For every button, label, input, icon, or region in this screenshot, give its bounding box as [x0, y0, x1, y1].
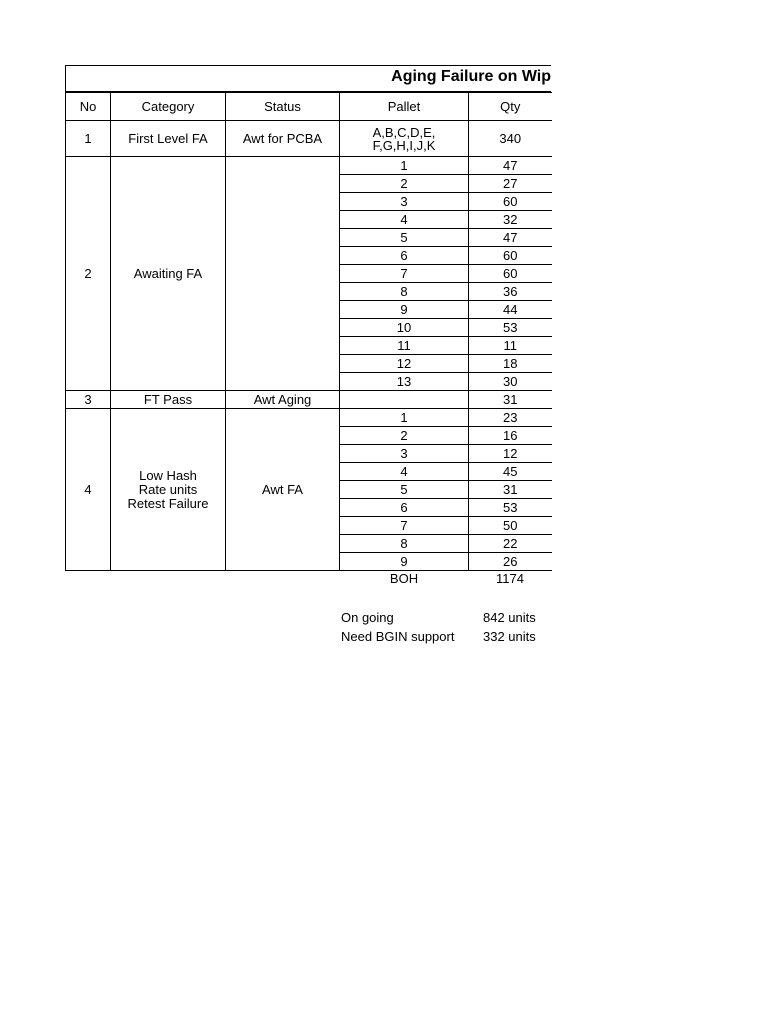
summary-label: Need BGIN support [341, 629, 455, 644]
cell-pallet: 8 [340, 283, 469, 301]
summary-row-ongoing [341, 610, 561, 629]
cell-qty: 60 [469, 193, 552, 211]
cell-status: Awt for PCBA [226, 121, 340, 157]
cell-status: Awt FA [226, 409, 340, 571]
cell-pallet: 5 [340, 229, 469, 247]
cell-pallet: 6 [340, 247, 469, 265]
cell-no: 4 [66, 409, 111, 571]
empty-cell [226, 571, 340, 588]
summary-row-bgin [341, 629, 561, 648]
summary-label: On going [341, 610, 394, 625]
cell-qty: 23 [469, 409, 552, 427]
table-row [66, 157, 552, 175]
cell-pallet: 1 [340, 157, 469, 175]
table-row [66, 391, 552, 409]
table-row [66, 121, 552, 157]
cell-qty: 50 [469, 517, 552, 535]
cell-pallet: 12 [340, 355, 469, 373]
cell-qty: 18 [469, 355, 552, 373]
cell-category: Low Hash Rate units Retest Failure [111, 409, 226, 571]
cell-pallet: 4 [340, 463, 469, 481]
cell-qty: 45 [469, 463, 552, 481]
cell-pallet: 9 [340, 553, 469, 571]
cell-qty: 53 [469, 319, 552, 337]
cell-category: First Level FA [111, 121, 226, 157]
summary-value: 842 units [483, 610, 536, 625]
cell-pallet: A,B,C,D,E, F,G,H,I,J,K [340, 121, 469, 157]
cell-category: FT Pass [111, 391, 226, 409]
cell-qty: 60 [469, 265, 552, 283]
cell-pallet: 1 [340, 409, 469, 427]
header-no: No [66, 93, 111, 121]
cell-no: 3 [66, 391, 111, 409]
cell-qty: 22 [469, 535, 552, 553]
cell-qty: 11 [469, 337, 552, 355]
cell-category: Awaiting FA [111, 157, 226, 391]
cell-pallet: 13 [340, 373, 469, 391]
summary-value: 332 units [483, 629, 536, 644]
cell-pallet: 9 [340, 301, 469, 319]
cell-qty: 31 [469, 481, 552, 499]
wip-table [65, 92, 552, 587]
cell-qty: 53 [469, 499, 552, 517]
cell-pallet: 4 [340, 211, 469, 229]
empty-cell [111, 571, 226, 588]
cell-pallet: 7 [340, 265, 469, 283]
table-title: Aging Failure on Wip [391, 68, 551, 85]
cell-pallet: 5 [340, 481, 469, 499]
cell-qty: 44 [469, 301, 552, 319]
cell-pallet: 3 [340, 193, 469, 211]
cell-qty: 32 [469, 211, 552, 229]
header-row [66, 93, 552, 121]
total-row [66, 571, 552, 588]
cell-pallet [340, 391, 469, 409]
cell-pallet: 3 [340, 445, 469, 463]
cell-qty: 12 [469, 445, 552, 463]
header-pallet: Pallet [340, 93, 469, 121]
cell-qty: 16 [469, 427, 552, 445]
cell-qty: 60 [469, 247, 552, 265]
summary [341, 610, 561, 648]
cell-status [226, 157, 340, 391]
cell-qty: 31 [469, 391, 552, 409]
cell-no: 2 [66, 157, 111, 391]
header-qty: Qty [469, 93, 552, 121]
cell-pallet: 2 [340, 175, 469, 193]
cell-qty: 30 [469, 373, 552, 391]
empty-cell [66, 571, 111, 588]
header-category: Category [111, 93, 226, 121]
table-title-cell [65, 65, 551, 92]
table-row [66, 409, 552, 427]
spreadsheet [65, 65, 551, 587]
cell-pallet: 8 [340, 535, 469, 553]
cell-status: Awt Aging [226, 391, 340, 409]
cell-pallet: 10 [340, 319, 469, 337]
header-status: Status [226, 93, 340, 121]
total-label: BOH [389, 571, 419, 586]
cell-qty: 340 [469, 121, 552, 157]
cell-pallet: 2 [340, 427, 469, 445]
cell-no: 1 [66, 121, 111, 157]
cell-qty: 26 [469, 553, 552, 571]
cell-qty: 36 [469, 283, 552, 301]
cell-pallet: 7 [340, 517, 469, 535]
cell-qty: 47 [469, 229, 552, 247]
total-value: 1174 [496, 571, 524, 586]
cell-pallet: 6 [340, 499, 469, 517]
cell-pallet: 11 [340, 337, 469, 355]
cell-qty: 27 [469, 175, 552, 193]
cell-qty: 47 [469, 157, 552, 175]
